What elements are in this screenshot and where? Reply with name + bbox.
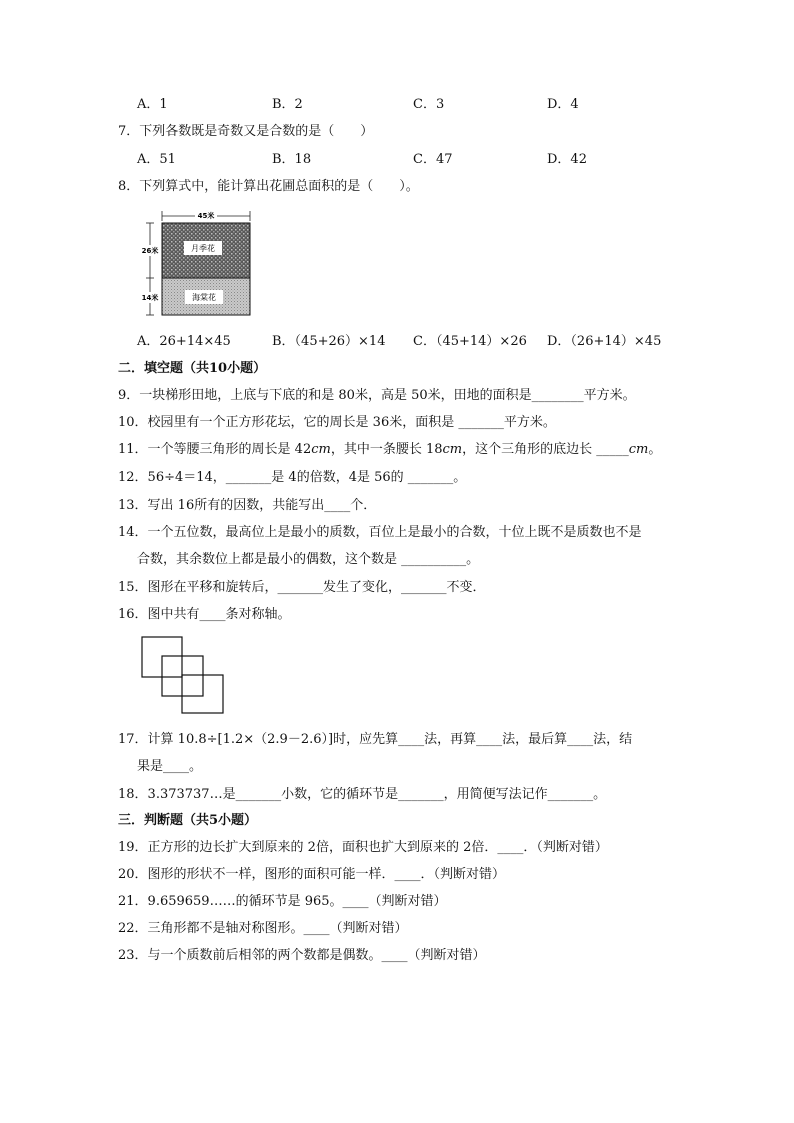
q6-option-a[interactable]: A．1	[137, 97, 168, 112]
q15: 15．图形在平移和旋转后，_______发生了变化，_______不变．	[118, 580, 486, 595]
section-2-heading: 二．填空题（共10小题）	[118, 361, 267, 376]
q8-option-c[interactable]: C．（45+14）×26	[413, 334, 527, 349]
q19: 19．正方形的边长扩大到原来的 2倍，面积也扩大到原来的 2倍．____．（判断对错）	[118, 840, 608, 855]
begonia-label: 海棠花	[192, 293, 216, 302]
q20: 20．图形的形状不一样，图形的面积可能一样．____．（判断对错）	[118, 867, 506, 882]
q22: 22．三角形都不是轴对称图形。____（判断对错）	[118, 921, 408, 936]
q8-option-a[interactable]: A．26+14×45	[137, 334, 231, 349]
q14-line-1: 14．一个五位数，最高位上是最小的质数，百位上是最小的合数，十位上既不是质数也不是	[118, 525, 642, 540]
q17-line-2: 果是____。	[137, 759, 203, 774]
overlapping-squares-figure	[138, 634, 228, 716]
q11-text-c: ，这个三角形的底边长 _____	[462, 442, 629, 457]
q7-option-b[interactable]: B．18	[272, 152, 312, 167]
flower-bed-figure	[135, 205, 260, 320]
q11-text-d: 。	[648, 442, 662, 457]
q9: 9．一块梯形田地，上底与下底的和是 80米，高是 50米，田地的面积是________平方米。	[118, 388, 636, 403]
q6-option-b[interactable]: B．2	[272, 97, 303, 112]
section-3-heading: 三．判断题（共5小题）	[118, 813, 258, 828]
q10: 10．校园里有一个正方形花坛，它的周长是 36米，面积是 _______平方米。	[118, 415, 556, 430]
q6-option-c[interactable]: C．3	[413, 97, 445, 112]
q12: 12．56÷4＝14，_______是 4的倍数，4是 56的 _______。	[118, 470, 467, 485]
q11-unit-2: cm	[442, 442, 463, 457]
q18: 18．3.373737…是_______小数，它的循环节是_______，用简便写法记作_______。	[118, 787, 607, 802]
q11-text-a: 11．一个等腰三角形的周长是 42	[118, 442, 312, 457]
rose-label: 月季花	[191, 244, 215, 253]
q11-text-b: ，其中一条腰长 18	[330, 442, 443, 457]
q6-option-d[interactable]: D．4	[547, 97, 579, 112]
q7-option-a[interactable]: A．51	[137, 152, 176, 167]
left-dimension-label-bottom: 14米	[141, 294, 159, 302]
q7-option-c[interactable]: C．47	[413, 152, 453, 167]
q8-option-b[interactable]: B．（45+26）×14	[272, 334, 386, 349]
q8-stem: 8．下列算式中，能计算出花圃总面积的是（ ）。	[118, 179, 419, 194]
q14-line-2: 合数，其余数位上都是最小的偶数，这个数是 __________。	[137, 552, 480, 567]
q17-line-1: 17．计算 10.8÷[1.2×（2.9－2.6）]时，应先算____法，再算____法，最后算____法，结	[118, 732, 633, 747]
q11-unit-3: cm	[628, 442, 649, 457]
q11	[118, 441, 661, 459]
q7-stem: 7．下列各数既是奇数又是合数的是（ ）	[118, 124, 374, 139]
q21: 21．9.659659……的循环节是 965。____（判断对错）	[118, 894, 447, 909]
q13: 13．写出 16所有的因数，共能写出____个．	[118, 498, 377, 513]
q8-option-d[interactable]: D．（26+14）×45	[547, 334, 662, 349]
q23: 23．与一个质数前后相邻的两个数都是偶数。____（判断对错）	[118, 948, 486, 963]
q11-unit-1: cm	[311, 442, 331, 457]
left-dimension-label-top: 26米	[141, 247, 159, 255]
q16: 16．图中共有____条对称轴。	[118, 607, 291, 622]
q7-option-d[interactable]: D．42	[547, 152, 587, 167]
top-dimension-label: 45米	[197, 212, 215, 220]
